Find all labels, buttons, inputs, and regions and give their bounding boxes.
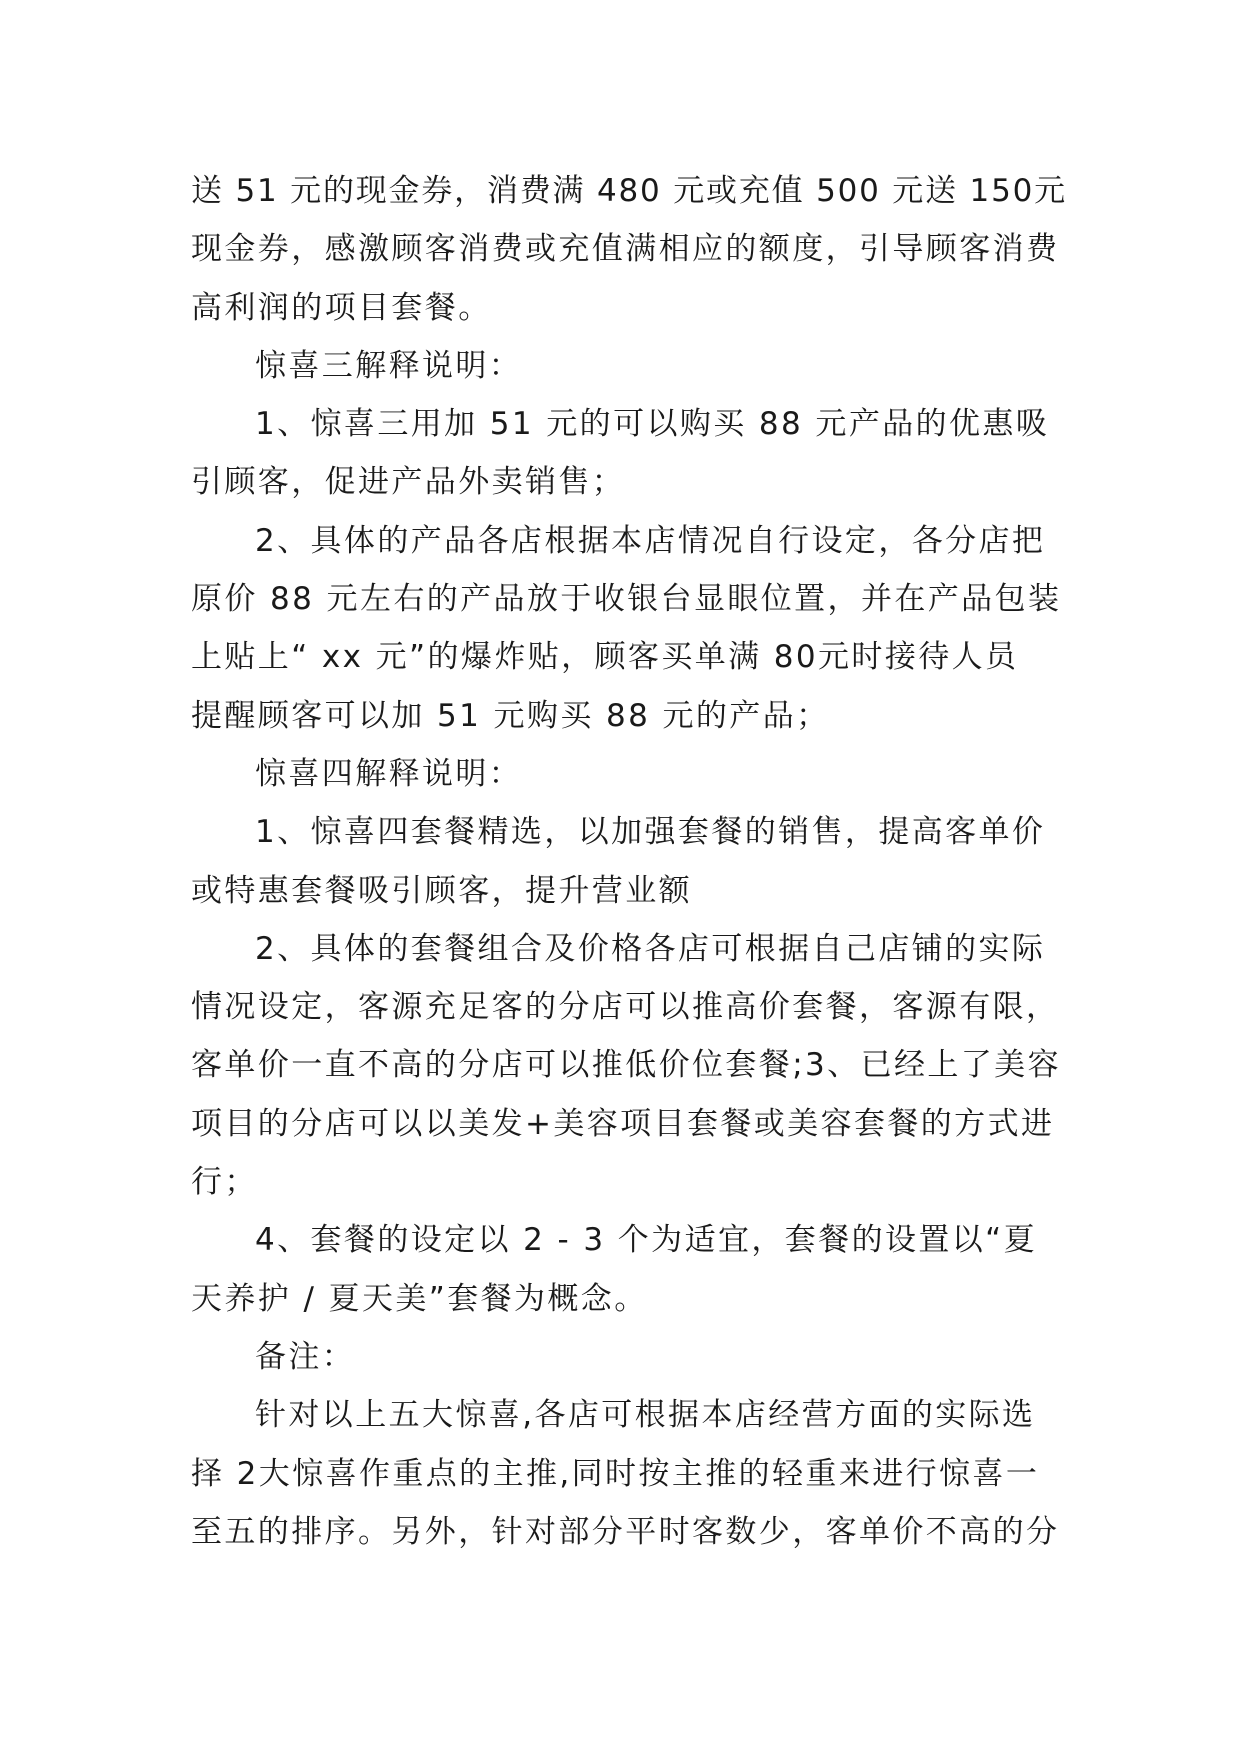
text-line: 高利润的项目套餐。 — [191, 289, 492, 326]
text-line: 送 51 元的现金券，消费满 480 元或充值 500 元送 150元 — [191, 173, 1067, 209]
text-line: 1、惊喜四套餐精选，以加强套餐的销售，提高客单价 — [255, 814, 1046, 851]
text-line: 提醒顾客可以加 51 元购买 88 元的产品； — [191, 697, 830, 734]
text-line: 惊喜四解释说明： — [255, 755, 523, 792]
text-line: 4、套餐的设定以 2 - 3 个为适宜，套餐的设置以“夏 — [255, 1222, 1038, 1259]
text-line: 或特惠套餐吸引顾客，提升营业额 — [191, 872, 692, 909]
text-line: 客单价一直不高的分店可以推低价位套餐;3、已经上了美容 — [191, 1047, 1061, 1084]
text-line: 天养护 / 夏天美”套餐为概念。 — [191, 1280, 648, 1317]
text-line: 至五的排序。另外，针对部分平时客数少，客单价不高的分 — [191, 1513, 1060, 1550]
text-line: 2、具体的套餐组合及价格各店可根据自己店铺的实际 — [255, 930, 1046, 967]
text-line: 上贴上“ xx 元”的爆炸贴，顾客买单满 80元时接待人员 — [191, 639, 1019, 676]
text-line: 项目的分店可以以美发+美容项目套餐或美容套餐的方式进 — [191, 1105, 1055, 1142]
text-line: 择 2大惊喜作重点的主推,同时按主推的轻重来进行惊喜一 — [191, 1455, 1040, 1492]
text-line: 行； — [191, 1164, 258, 1201]
text-line: 2、具体的产品各店根据本店情况自行设定，各分店把 — [255, 522, 1046, 559]
text-line: 备注： — [255, 1338, 356, 1375]
text-line: 现金券，感激顾客消费或充值满相应的额度，引导顾客消费 — [191, 231, 1060, 268]
text-line: 原价 88 元左右的产品放于收银台显眼位置，并在产品包装 — [191, 581, 1062, 618]
text-line: 情况设定，客源充足客的分店可以推高价套餐，客源有限， — [191, 989, 1060, 1026]
document-body — [191, 162, 1067, 1561]
text-line: 惊喜三解释说明： — [255, 347, 523, 384]
text-line: 1、惊喜三用加 51 元的可以购买 88 元产品的优惠吸 — [255, 406, 1050, 443]
text-line: 引顾客，促进产品外卖销售； — [191, 464, 626, 501]
text-line: 针对以上五大惊喜,各店可根据本店经营方面的实际选 — [255, 1397, 1036, 1434]
